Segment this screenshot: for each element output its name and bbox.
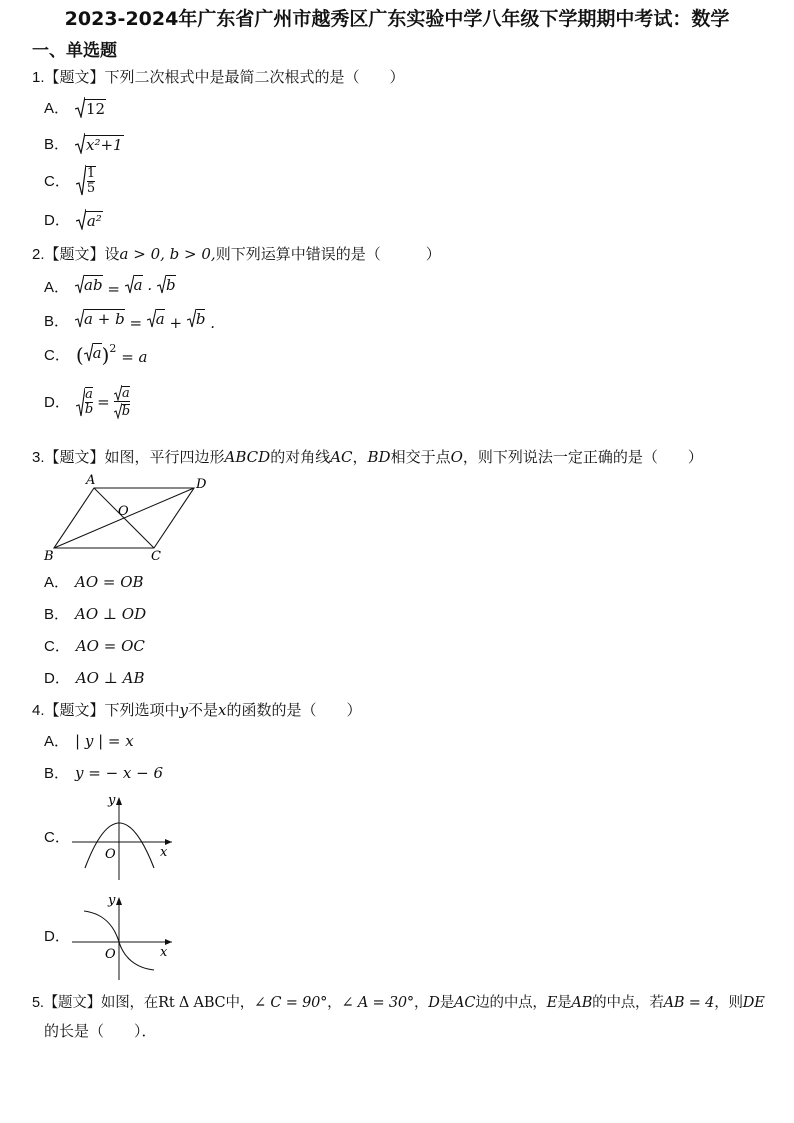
- question-text: 下列选项中: [104, 701, 180, 719]
- q4-option-a: [44, 730, 134, 751]
- option-label: B．: [44, 312, 70, 330]
- origin-label: O: [105, 847, 116, 862]
- section-heading: 一、单选题: [32, 41, 117, 61]
- vertex-label-d: D: [196, 477, 207, 492]
- math-symbol: ∠ C = 90°: [254, 995, 328, 1011]
- option-expression: | y | = x: [75, 731, 134, 750]
- y-axis-label: y: [108, 793, 116, 808]
- question-text: 是: [557, 995, 572, 1011]
- radical: [75, 132, 124, 154]
- math-symbol: AB: [571, 995, 593, 1011]
- question-3-stem: [32, 446, 703, 467]
- parallelogram-figure: [40, 472, 220, 564]
- q1-option-c: [44, 164, 96, 196]
- math-symbol: y: [179, 701, 189, 719]
- q2-option-d: [44, 384, 130, 419]
- option-label: D．: [44, 928, 70, 945]
- numerator: 1: [86, 166, 96, 181]
- point-label-o: O: [118, 504, 129, 519]
- question-1-stem: [32, 66, 405, 87]
- option-label: A．: [44, 574, 70, 591]
- x-axis-label: x: [160, 945, 168, 960]
- option-expression: $\frac{a}{b}$ = $\frac{a}{b}$: [76, 384, 130, 419]
- option-label: D．: [44, 394, 70, 411]
- question-number: 3.: [32, 449, 45, 466]
- math-symbol: E: [546, 995, 558, 1011]
- question-text: 是: [439, 995, 455, 1011]
- question-4-stem: [32, 699, 362, 720]
- y-axis-arrow: [116, 797, 122, 805]
- question-5-stem: [32, 991, 765, 1012]
- option-label: A．: [44, 733, 70, 750]
- option-label: C．: [44, 638, 70, 655]
- origin-label: O: [105, 947, 116, 962]
- question-text: ，: [352, 448, 368, 466]
- math-symbol: D: [428, 995, 440, 1011]
- q3-option-d: [44, 667, 144, 688]
- denominator: 5: [86, 181, 96, 196]
- math-symbol: x: [218, 701, 227, 719]
- option-label: C．: [44, 347, 70, 364]
- q1-option-b: [44, 132, 124, 154]
- question-text: 中，: [225, 995, 255, 1011]
- question-text: 设: [104, 245, 120, 263]
- question-text: 如图，平行四边形: [104, 448, 225, 466]
- option-label: A．: [44, 99, 70, 117]
- q3-option-c: [44, 635, 145, 656]
- radicand: x²+1: [86, 136, 123, 154]
- q1-option-a: [44, 96, 106, 118]
- vertex-label-c: C: [151, 549, 161, 564]
- question-text: 则下列运算中错误的是（ ）: [215, 245, 441, 263]
- page-title: 2023-2024年广东省广州市越秀区广东实验中学八年级下学期期中考试：数学: [64, 8, 730, 30]
- q2-option-a: [44, 274, 176, 298]
- math-symbol: DE: [742, 995, 765, 1011]
- math-condition: a > 0, b > 0,: [119, 245, 216, 263]
- option-expression: a + b = a + b .: [75, 308, 215, 332]
- option-label: C．: [44, 829, 70, 846]
- y-axis-label: y: [108, 893, 116, 908]
- question-text: 的函数的是（ ）: [226, 701, 362, 719]
- math-symbol: AC: [330, 448, 353, 466]
- question-tag: 【题文】: [44, 245, 105, 263]
- option-expression: AO = OB: [75, 572, 144, 591]
- option-expression: AO ⊥ AB: [75, 668, 145, 687]
- math-symbol: AB = 4: [663, 995, 715, 1011]
- vertex-label-b: B: [44, 549, 54, 564]
- graph-d-curve: [68, 892, 178, 984]
- question-tag: 【题文】: [44, 68, 105, 86]
- q3-option-b: [44, 603, 146, 624]
- y-axis-arrow: [116, 897, 122, 905]
- option-expression: ab = a · b: [75, 274, 176, 298]
- math-symbol: Rt Δ ABC: [158, 995, 226, 1011]
- question-5-continuation: 的长是（ ）．: [44, 1022, 157, 1040]
- question-text: ，则下列说法一定正确的是（ ）: [462, 448, 703, 466]
- question-text: 如图，在: [100, 995, 159, 1011]
- vertex-label-a: A: [86, 473, 96, 488]
- question-number: 4.: [32, 702, 45, 719]
- option-expression: y = − x − 6: [75, 763, 164, 782]
- x-axis-label: x: [160, 845, 168, 860]
- math-symbol: BD: [367, 448, 391, 466]
- question-text: 的中点，若: [592, 995, 664, 1011]
- radical: [76, 208, 103, 230]
- q1-option-d: [44, 208, 103, 230]
- question-number: 2.: [32, 246, 45, 263]
- radical: [75, 96, 106, 118]
- question-text: ，: [413, 995, 429, 1011]
- option-label: B．: [44, 606, 70, 623]
- option-label: C．: [44, 172, 70, 190]
- question-tag: 【题文】: [44, 448, 105, 466]
- graph-c-parabola: [68, 792, 178, 884]
- math-symbol: AC: [454, 995, 476, 1011]
- option-label: D．: [44, 670, 70, 687]
- question-number: 1.: [32, 69, 45, 86]
- question-text: 边的中点，: [475, 995, 547, 1011]
- question-text: 相交于点: [390, 448, 451, 466]
- question-text: 的对角线: [270, 448, 331, 466]
- radicand: a²: [86, 212, 102, 230]
- math-symbol: ABCD: [224, 448, 271, 466]
- q2-option-c: [44, 342, 147, 367]
- option-expression: AO ⊥ OD: [75, 604, 147, 623]
- option-label: B．: [44, 135, 70, 153]
- question-tag: 【题文】: [44, 701, 105, 719]
- math-symbol: O: [450, 448, 463, 466]
- question-2-stem: [32, 243, 441, 264]
- q3-option-a: [44, 571, 144, 592]
- radicand: 12: [86, 100, 106, 118]
- option-label: A．: [44, 278, 70, 296]
- q2-option-b: [44, 308, 215, 332]
- q4-option-b: [44, 762, 163, 783]
- option-expression: ( a )$^2$ = a: [75, 342, 148, 367]
- fraction: [86, 166, 96, 196]
- question-text: ，则: [714, 995, 743, 1011]
- radical: [76, 164, 96, 196]
- option-label: D．: [44, 211, 70, 229]
- question-number: 5.: [32, 995, 44, 1011]
- option-label: B．: [44, 765, 70, 782]
- question-tag: 【题文】: [43, 995, 101, 1011]
- question-text: 下列二次根式中是最简二次根式的是（ ）: [104, 68, 405, 86]
- question-text: 不是: [188, 701, 219, 719]
- question-text: ，: [327, 995, 342, 1011]
- math-symbol: ∠ A = 30°: [341, 995, 414, 1011]
- option-expression: AO = OC: [75, 636, 145, 655]
